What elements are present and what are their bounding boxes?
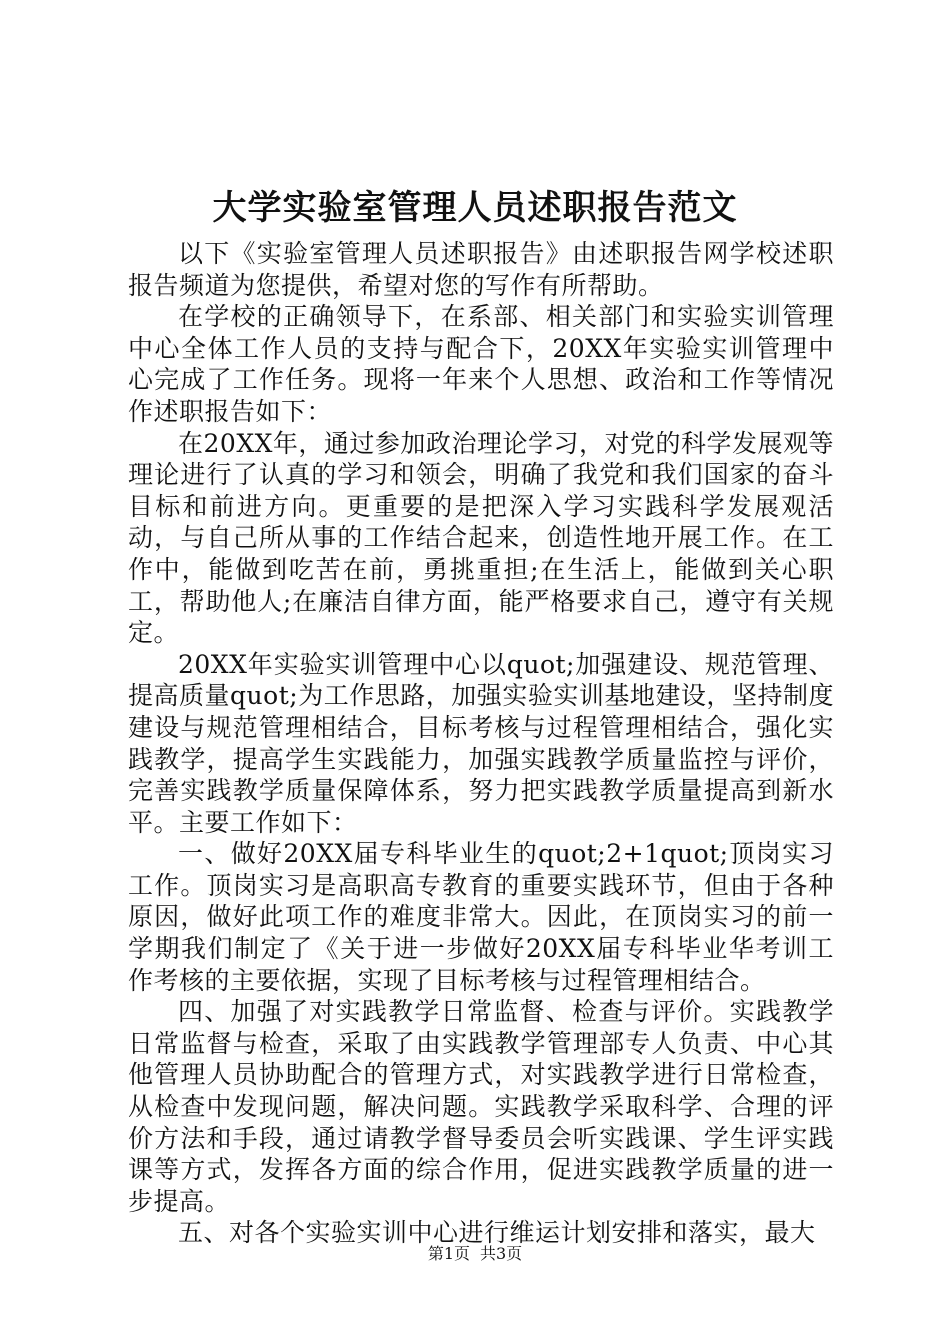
document-body xyxy=(128,238,834,1249)
paragraph-item-one: 一、做好20XX届专科毕业生的quot;2+1quot;顶岗实习工作。顶岗实习是高职高专教育的重要实践环节，但由于各种原因，做好此项工作的难度非常大。因此，在顶岗实习的前一学期我们制定了《关于进一步做好20XX届专科毕业华考训工作考核的主要依据，实现了目标考核与过程管理相结合。 xyxy=(128,839,834,995)
paragraph-item-five: 五、对各个实验实训中心进行维运计划安排和落实，最大 xyxy=(178,1218,816,1248)
paragraph-preface: 在学校的正确领导下，在系部、相关部门和实验实训管理中心全体工作人员的支持与配合下，20XX年实验实训管理中心完成了工作任务。现将一年来个人思想、政治和工作等情况作述职报告如下： xyxy=(128,302,834,426)
page-total: 共3页 xyxy=(480,1244,523,1263)
paragraph-item-four: 四、加强了对实践教学日常监督、检查与评价。实践教学日常监督与检查，采取了由实践教学管理部专人负责、中心其他管理人员协助配合的管理方式，对实践教学进行日常检查，从检查中发现问题，解决问题。实践教学采取科学、合理的评价方法和手段，通过请教学督导委员会听实践课、学生评实践课等方式，发挥各方面的综合作用，促进实践教学质量的进一步提高。 xyxy=(128,997,834,1216)
paragraph-political-study: 在20XX年，通过参加政治理论学习，对党的科学发展观等理论进行了认真的学习和领会，明确了我党和我们国家的奋斗目标和前进方向。更重要的是把深入学习实践科学发展观活动，与自己所从事的工作结合起来，创造性地开展工作。在工作中，能做到吃苦在前，勇挑重担;在生活上，能做到关心职工，帮助他人;在廉洁自律方面，能严格要求自己，遵守有关规定。 xyxy=(128,428,834,648)
document-title: 大学实验室管理人员述职报告范文 xyxy=(212,188,738,228)
page-footer xyxy=(0,1243,950,1265)
paragraph-intro: 以下《实验室管理人员述职报告》由述职报告网学校述职报告频道为您提供，希望对您的写作有所帮助。 xyxy=(128,239,834,300)
paragraph-work-approach: 20XX年实验实训管理中心以quot;加强建设、规范管理、提高质量quot;为工作思路，加强实验实训基地建设，坚持制度建设与规范管理相结合，目标考核与过程管理相结合，强化实践教学，提高学生实践能力，加强实践教学质量监控与评价，完善实践教学质量保障体系，努力把实践教学质量提高到新水平。主要工作如下： xyxy=(128,649,834,837)
page-number: 第1页 xyxy=(427,1244,470,1263)
